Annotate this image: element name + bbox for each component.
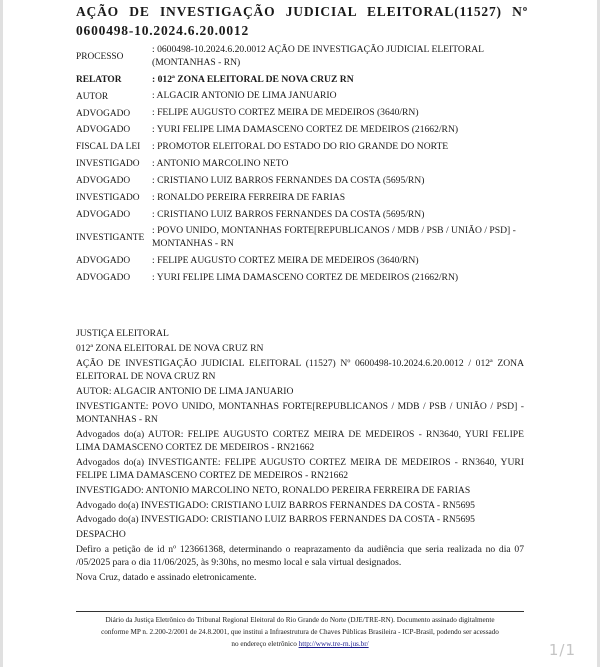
party-value [152, 190, 532, 207]
party-value [152, 122, 532, 139]
body-paragraph: Advogado do(a) INVESTIGADO: CRISTIANO LUIZ BARROS FERNANDES DA COSTA - RN5695 [76, 514, 475, 526]
party-role: AUTOR [76, 91, 109, 102]
parties-table-body [76, 42, 532, 286]
party-value-text: FELIPE AUGUSTO CORTEZ MEIRA DE MEDEIROS (3640/RN) [157, 254, 419, 266]
party-role: PROCESSO [76, 51, 124, 62]
party-role: ADVOGADO [76, 176, 131, 187]
party-value-text: CRISTIANO LUIZ BARROS FERNANDES DA COSTA (5695/RN) [157, 208, 425, 220]
party-row [76, 253, 532, 270]
party-separator: : [152, 73, 158, 85]
party-value [152, 156, 532, 173]
party-role: RELATOR [76, 74, 122, 85]
party-value [152, 71, 532, 88]
party-row [76, 139, 532, 156]
party-role: ADVOGADO [76, 272, 131, 283]
party-role: ADVOGADO [76, 125, 131, 136]
party-role: FISCAL DA LEI [76, 142, 141, 153]
party-separator: : [152, 141, 158, 153]
party-separator: : [152, 191, 158, 203]
party-value [152, 223, 532, 252]
body-paragraph: Advogados do(a) AUTOR: FELIPE AUGUSTO CORTEZ MEIRA DE MEDEIROS - RN3640, YURI FELIPE LIMA DAMASCENO CORTEZ DE MEDEIROS - RN21662 [76, 428, 524, 453]
party-separator: : [152, 208, 158, 220]
party-value [152, 173, 532, 190]
party-row [76, 223, 532, 252]
party-separator: : [152, 225, 158, 237]
party-value-text: CRISTIANO LUIZ BARROS FERNANDES DA COSTA (5695/RN) [157, 174, 425, 186]
body-paragraph: Advogados do(a) INVESTIGANTE: FELIPE AUGUSTO CORTEZ MEIRA DE MEDEIROS - RN3640, YURI FELIPE LIMA DAMASCENO CORTEZ DE MEDEIROS - RN21662 [76, 456, 524, 481]
document-title: AÇÃO DE INVESTIGAÇÃO JUDICIAL ELEITORAL(11527) Nº 0600498-10.2024.6.20.0012 [76, 4, 528, 38]
party-separator: : [152, 157, 157, 169]
party-separator: : [152, 254, 158, 266]
party-value-text: YURI FELIPE LIMA DAMASCENO CORTEZ DE MEDEIROS (21662/RN) [156, 271, 459, 283]
body-paragraph: INVESTIGADO: ANTONIO MARCOLINO NETO, RONALDO PEREIRA FERREIRA DE FARIAS [76, 484, 471, 496]
footer-line-2: conforme MP n. 2.200-2/2001 de 24.8.2001, que institui a Infraestrutura de Chaves Públicas Brasileira - ICP-Brasil, podendo ser acessado [101, 628, 499, 637]
party-value-text: ANTONIO MARCOLINO NETO [156, 157, 289, 169]
party-value [152, 270, 532, 287]
party-separator: : [152, 44, 158, 56]
party-row [76, 122, 532, 139]
body-paragraph: JUSTIÇA ELEITORAL [76, 328, 169, 339]
party-role: ADVOGADO [76, 209, 131, 220]
party-value [152, 42, 532, 71]
party-role: INVESTIGANTE [76, 232, 145, 243]
party-value-text: POVO UNIDO, MONTANHAS FORTE[REPUBLICANOS / MDB / PSB / UNIÃO / PSD] - MONTANHAS - RN [152, 225, 516, 249]
party-value-text: YURI FELIPE LIMA DAMASCENO CORTEZ DE MEDEIROS (21662/RN) [156, 124, 459, 136]
party-row [76, 156, 532, 173]
footer-line-1: Diário da Justiça Eletrônico do Tribunal Regional Eleitoral do Rio Grande do Norte (DJE/TRE-RN). Documento assinado digitalmente [105, 616, 495, 624]
party-separator: : [152, 174, 158, 186]
party-role: ADVOGADO [76, 256, 131, 267]
party-separator: : [152, 107, 158, 119]
body-paragraph: DESPACHO [76, 529, 126, 541]
party-separator: : [152, 124, 157, 136]
party-value-text: PROMOTOR ELEITORAL DO ESTADO DO RIO GRANDE DO NORTE [157, 141, 449, 153]
party-value-text: 0600498-10.2024.6.20.0012 AÇÃO DE INVESTIGAÇÃO JUDICIAL ELEITORAL (MONTANHAS - RN) [152, 44, 484, 68]
party-value [152, 253, 532, 270]
body-paragraph: Advogado do(a) INVESTIGADO: CRISTIANO LUIZ BARROS FERNANDES DA COSTA - RN5695 [76, 499, 475, 511]
footer-line-3 [76, 638, 524, 650]
party-row [76, 206, 532, 223]
footer-line-3-prefix: no endereço eletrônico [231, 640, 299, 649]
party-value-text: 012ª ZONA ELEITORAL DE NOVA CRUZ RN [157, 73, 354, 85]
footer-divider [76, 611, 524, 612]
party-value [152, 88, 532, 105]
party-separator: : [152, 271, 157, 283]
party-row [76, 71, 532, 88]
body-paragraph: 012ª ZONA ELEITORAL DE NOVA CRUZ RN [76, 342, 264, 354]
party-role: INVESTIGADO [76, 159, 140, 170]
party-value [152, 139, 532, 156]
body-paragraph: AÇÃO DE INVESTIGAÇÃO JUDICIAL ELEITORAL (11527) Nº 0600498-10.2024.6.20.0012 / 012ª ZONA ELEITORAL DE NOVA CRUZ RN [76, 357, 524, 382]
footer-url-link[interactable]: http://www.tre-rn.jus.br/ [298, 640, 369, 649]
party-role: ADVOGADO [76, 108, 131, 119]
party-value-text: RONALDO PEREIRA FERREIRA DE FARIAS [157, 191, 346, 203]
page-counter: 1/1 [548, 641, 576, 659]
party-value [152, 206, 532, 223]
party-row [76, 173, 532, 190]
party-value-text: FELIPE AUGUSTO CORTEZ MEIRA DE MEDEIROS (3640/RN) [157, 107, 419, 119]
parties-table [76, 42, 532, 286]
party-separator: : [152, 90, 157, 102]
party-row [76, 190, 532, 207]
body-paragraph: Nova Cruz, datado e assinado eletronicamente. [76, 572, 257, 584]
party-row [76, 42, 532, 71]
decision-body [76, 327, 524, 586]
party-role: INVESTIGADO [76, 192, 140, 203]
party-value [152, 105, 532, 122]
party-value-text: ALGACIR ANTONIO DE LIMA JANUARIO [156, 90, 337, 102]
party-row [76, 105, 532, 122]
publication-footer [76, 614, 524, 651]
party-row [76, 270, 532, 287]
body-paragraph: INVESTIGANTE: POVO UNIDO, MONTANHAS FORTE[REPUBLICANOS / MDB / PSB / UNIÃO / PSD] - MONTANHAS - RN [76, 400, 524, 425]
body-paragraph: Defiro a petição de id nº 123661368, determinando o reaprazamento da audiência que seria realizada no dia 07 /05/2025 para o dia 11/06/2025, às 9:30hs, no mesmo local e sala virtual designados. [76, 544, 524, 569]
page-edge-left [0, 0, 3, 667]
party-row [76, 88, 532, 105]
body-paragraph: AUTOR: ALGACIR ANTONIO DE LIMA JANUARIO [76, 385, 294, 397]
